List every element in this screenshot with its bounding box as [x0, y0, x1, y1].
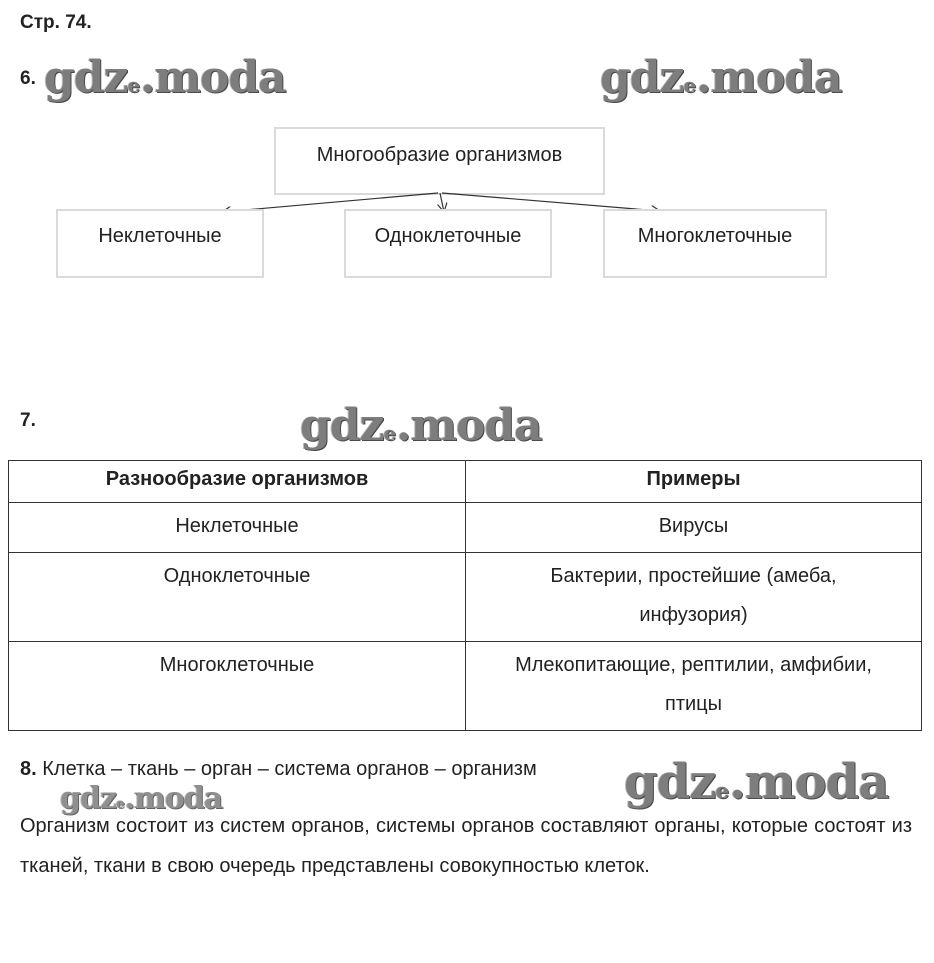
task-7-number: 7.: [20, 410, 36, 431]
table-header-cell: Примеры: [466, 461, 922, 503]
table-row: [9, 553, 922, 642]
watermark-logo: gdze.moda: [60, 781, 223, 816]
table-row: [9, 503, 922, 553]
watermark-logo: gdze.moda: [44, 52, 286, 103]
table-cell: Вирусы: [466, 503, 922, 553]
table-cell: Бактерии, простейшие (амеба, инфузория): [466, 553, 922, 642]
table-cell: Многоклеточные: [9, 642, 466, 731]
watermark-logo: gdze.moda: [624, 754, 889, 810]
table-row: [9, 642, 922, 731]
task-8-chain: Клетка – ткань – орган – система органов – организм: [42, 758, 537, 780]
table-header-row: [9, 461, 922, 503]
task-6-number: 6.: [20, 68, 36, 89]
diagram-child-label: Неклеточные: [98, 225, 222, 247]
page-header: Стр. 74.: [20, 12, 92, 33]
watermark-logo: gdze.moda: [300, 400, 542, 451]
diagram-child-box: [603, 209, 827, 278]
diagram-child-box: [344, 209, 552, 278]
task-8-paragraph: Организм состоит из систем органов, системы органов составляют органы, которые состоят из тканей, ткани в свою очередь представлены совокупностью клеток.: [20, 815, 912, 877]
diagram-child-box: [56, 209, 264, 278]
table-header-cell: Разнообразие организмов: [9, 461, 466, 503]
task-8-line: [20, 758, 537, 781]
table-cell: Неклеточные: [9, 503, 466, 553]
table-cell: Одноклеточные: [9, 553, 466, 642]
task-8-number: 8.: [20, 758, 37, 780]
organisms-table: [8, 460, 922, 731]
diagram-root-label: Многообразие организмов: [316, 143, 563, 166]
watermark-logo: gdze.moda: [600, 52, 842, 103]
diagram-child-label: Многоклеточные: [637, 225, 793, 247]
table-cell: Млекопитающие, рептилии, амфибии, птицы: [466, 642, 922, 731]
diagram-child-label: Одноклеточные: [374, 225, 522, 247]
